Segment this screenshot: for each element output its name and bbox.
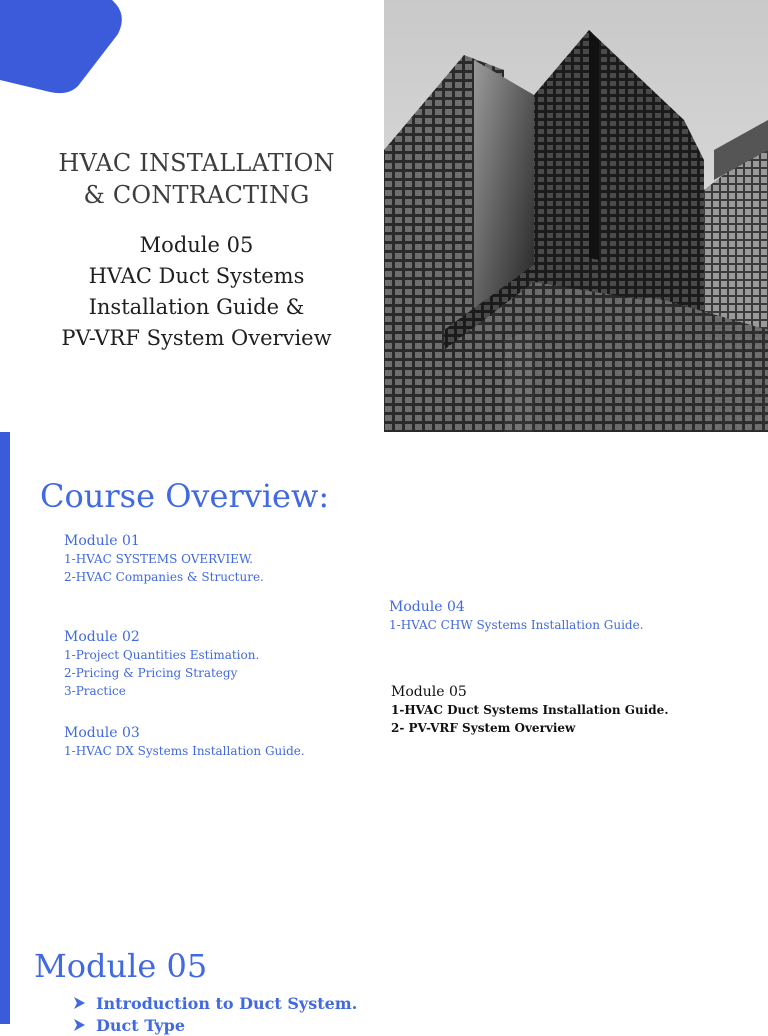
module-05-item: 1-HVAC Duct Systems Installation Guide. [391, 703, 669, 717]
decorative-blob [0, 0, 130, 95]
module-05-block [391, 683, 669, 737]
accent-bar [0, 432, 10, 1024]
module-05-item: 2- PV-VRF System Overview [391, 721, 576, 735]
topic-label: Duct Type [96, 1015, 186, 1035]
overview-title: Course Overview: [40, 477, 330, 515]
module-04-block [389, 598, 644, 634]
cover-subtitle-line: PV-VRF System Overview [61, 326, 332, 350]
arrow-bullet-icon [72, 1018, 86, 1032]
module-02-item: 3-Practice [64, 684, 126, 698]
module-01-item: 2-HVAC Companies & Structure. [64, 570, 264, 584]
cover-title [24, 147, 369, 211]
module-02-item: 2-Pricing & Pricing Strategy [64, 666, 238, 680]
topic-label: Introduction to Duct System. [96, 993, 358, 1013]
module-03-name: Module 03 [64, 725, 140, 741]
module-03-item: 1-HVAC DX Systems Installation Guide. [64, 744, 305, 758]
cover-title-line: & CONTRACTING [83, 181, 310, 209]
course-overview-slide [0, 432, 768, 1035]
module-01-block [64, 532, 264, 586]
module-05-topic-list [72, 992, 357, 1036]
module-03-block [64, 724, 305, 760]
list-item [72, 1014, 357, 1036]
cover-subtitle-line: HVAC Duct Systems [88, 264, 305, 288]
module-04-item: 1-HVAC CHW Systems Installation Guide. [389, 618, 644, 632]
skyscraper-photo [384, 0, 768, 432]
cover-slide [0, 0, 768, 432]
cover-subtitle [24, 230, 369, 354]
module-04-name: Module 04 [389, 599, 465, 615]
module-02-block [64, 628, 259, 700]
module-01-name: Module 01 [64, 533, 140, 549]
cover-subtitle-line: Installation Guide & [88, 295, 305, 319]
module-01-item: 1-HVAC SYSTEMS OVERVIEW. [64, 552, 253, 566]
module-05-title: Module 05 [34, 947, 208, 985]
module-02-name: Module 02 [64, 629, 140, 645]
module-05-name: Module 05 [391, 684, 467, 700]
list-item [72, 992, 357, 1014]
arrow-bullet-icon [72, 996, 86, 1010]
cover-title-line: HVAC INSTALLATION [58, 149, 335, 177]
cover-subtitle-line: Module 05 [139, 233, 254, 257]
module-02-item: 1-Project Quantities Estimation. [64, 648, 260, 662]
